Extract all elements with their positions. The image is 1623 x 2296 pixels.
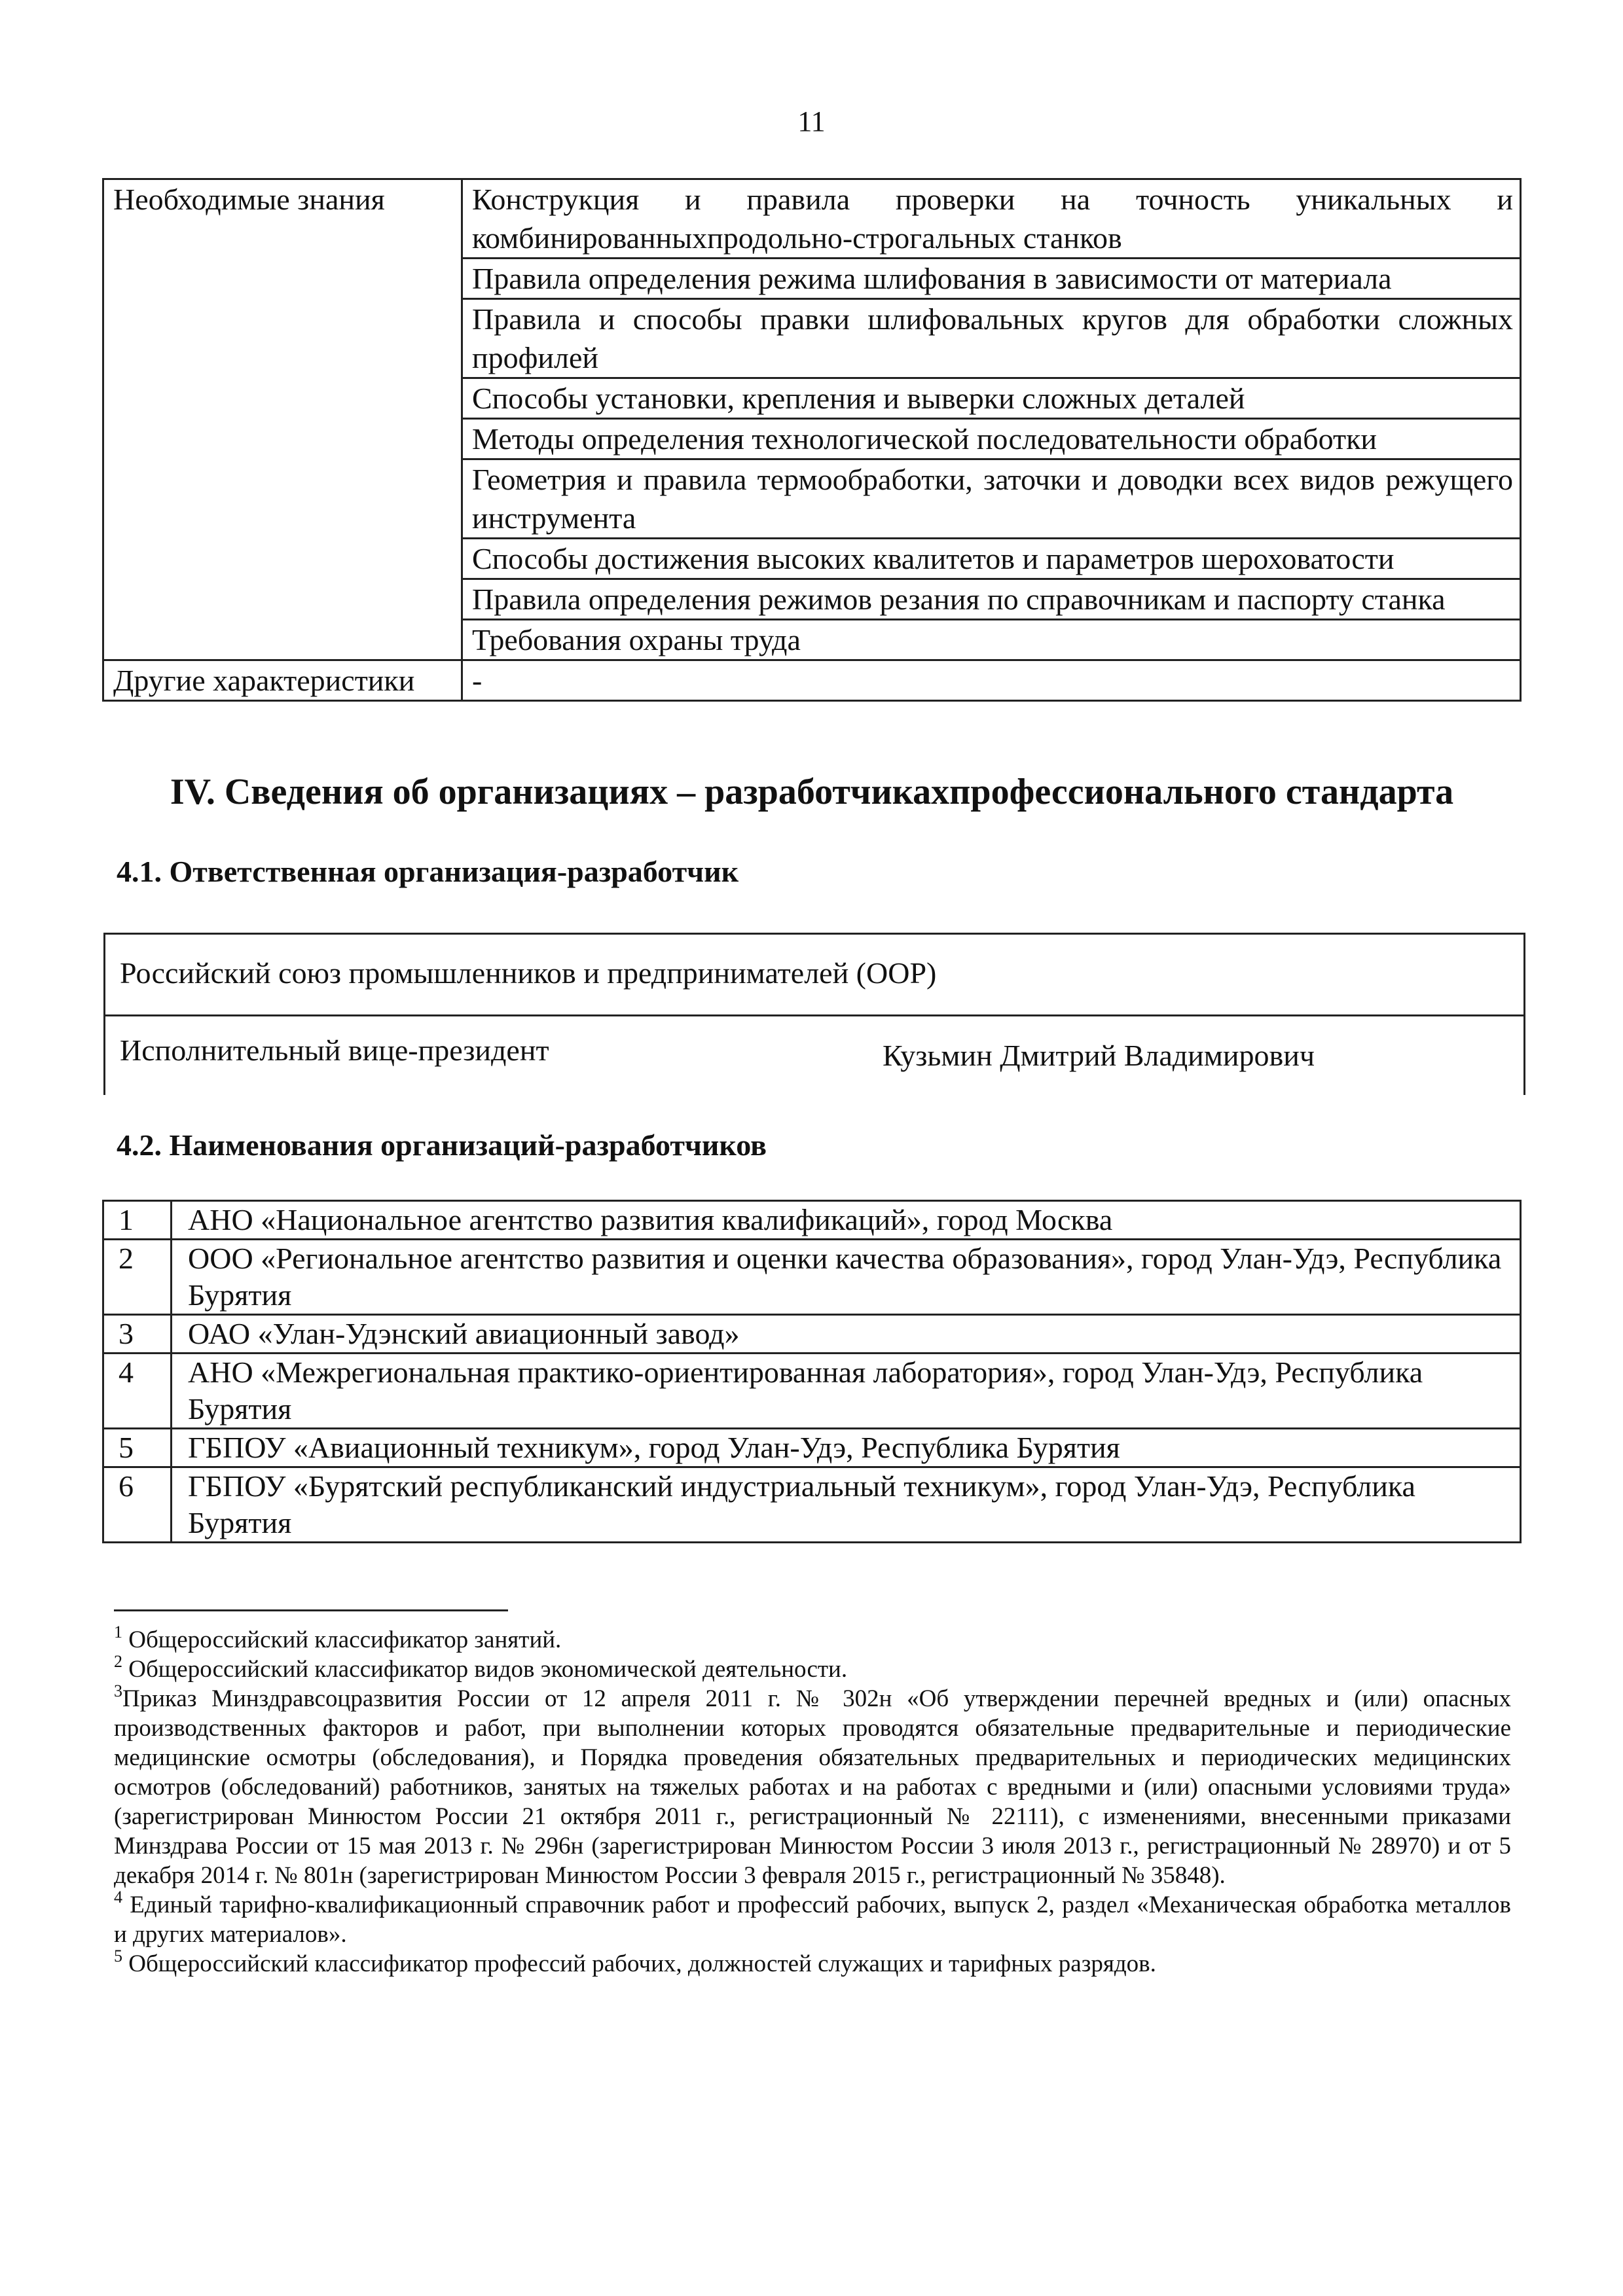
knowledge-item: Способы установки, крепления и выверки сложных деталей <box>462 378 1521 419</box>
row-number: 6 <box>103 1467 172 1543</box>
knowledge-item: Правила и способы правки шлифовальных кругов для обработки сложных профилей <box>462 299 1521 378</box>
developer-name: АНО «Межрегиональная практико-ориентированная лаборатория», город Улан-Удэ, Республика Бурятия <box>172 1354 1521 1429</box>
table-row <box>103 1354 1521 1429</box>
footnote-3 <box>114 1681 1511 1890</box>
footnote-text: Общероссийский классификатор занятий. <box>122 1626 562 1653</box>
table-row <box>103 660 1521 701</box>
developer-name: ГБПОУ «Авиационный техникум», город Улан-Удэ, Республика Бурятия <box>172 1429 1521 1467</box>
person-name: Кузьмин Дмитрий Владимирович <box>883 1039 1315 1072</box>
footnote-text: Общероссийский классификатор профессий рабочих, должностей служащих и тарифных разрядов. <box>122 1950 1156 1977</box>
page-number: 11 <box>797 105 826 137</box>
knowledge-item: Способы достижения высоких квалитетов и параметров шероховатости <box>462 539 1521 579</box>
responsible-org-box <box>103 933 1525 1095</box>
developer-name: ОАО «Улан-Удэнский авиационный завод» <box>172 1315 1521 1354</box>
knowledge-item: Конструкция и правила проверки на точность уникальных и комбинированныхпродольно-строгальных станков <box>462 179 1521 259</box>
footnotes <box>114 1622 1511 1979</box>
footnote-2 <box>114 1651 1511 1684</box>
table-row <box>103 1315 1521 1354</box>
table-row <box>103 1429 1521 1467</box>
knowledge-item: Геометрия и правила термообработки, заточки и доводки всех видов режущего инструмента <box>462 459 1521 539</box>
knowledge-item: Правила определения режимов резания по справочникам и паспорту станка <box>462 579 1521 620</box>
footnote-text: Общероссийский классификатор видов экономической деятельности. <box>122 1656 848 1683</box>
position-title: Исполнительный вице-президент <box>120 1033 549 1067</box>
other-characteristics-value: - <box>462 660 1521 701</box>
row-number: 3 <box>103 1315 172 1354</box>
knowledge-item: Методы определения технологической последовательности обработки <box>462 419 1521 459</box>
developers-table <box>102 1200 1522 1543</box>
responsible-org-name: Российский союз промышленников и предпринимателей (ООР) <box>120 956 937 990</box>
table-row <box>103 1467 1521 1543</box>
footnote-mark: 4 <box>114 1887 122 1907</box>
knowledge-label: Необходимые знания <box>103 179 462 660</box>
footnote-mark: 3 <box>114 1681 122 1700</box>
row-number: 1 <box>103 1201 172 1240</box>
developer-name: АНО «Национальное агентство развития квалификаций», город Москва <box>172 1201 1521 1240</box>
developer-name: ГБПОУ «Бурятский республиканский индустриальный техникум», город Улан-Удэ, Республика Бурятия <box>172 1467 1521 1543</box>
section-title: IV. Сведения об организациях – разработчикахпрофессионального стандарта <box>170 772 1454 812</box>
other-characteristics-label: Другие характеристики <box>103 660 462 701</box>
row-number: 5 <box>103 1429 172 1467</box>
row-number: 2 <box>103 1240 172 1315</box>
footnote-mark: 1 <box>114 1622 122 1641</box>
subsection-title-developers: 4.2. Наименования организаций-разработчиков <box>117 1128 767 1162</box>
developer-name: ООО «Региональное агентство развития и оценки качества образования», город Улан-Удэ, Республика Бурятия <box>172 1240 1521 1315</box>
footnote-5 <box>114 1946 1511 1979</box>
knowledge-item: Требования охраны труда <box>462 620 1521 660</box>
footnote-mark: 5 <box>114 1946 122 1965</box>
knowledge-item: Правила определения режима шлифования в зависимости от материала <box>462 259 1521 299</box>
footnote-mark: 2 <box>114 1651 122 1671</box>
footnote-text: Приказ Минздравсоцразвития России от 12 апреля 2011 г. № 302н «Об утверждении перечней вредных и (или) опасных производственных факторов и работ, при выполнении которых проводятся обязательные предварительные и периодические медицинские осмотры (обследования), и Порядка проведения обязательных предварительных и периодических медицинских осмотров (обследований) работников, занятых на тяжелых работах и на работах с вредными и (или) опасными условиями труда» (зарегистрирован Минюстом России 21 октября 2011 г., регистрационный № 22111), с изменениями, внесенными приказами Минздрава России от 15 мая 2013 г. № 296н (зарегистрирован Минюстом России 3 июля 2013 г., регистрационный № 28970) и от 5 декабря 2014 г. № 801н (зарегистрирован Минюстом России 3 февраля 2015 г., регистрационный № 35848). <box>114 1685 1511 1889</box>
footnote-1 <box>114 1622 1511 1655</box>
footnote-separator <box>114 1609 508 1611</box>
footnote-text: Единый тарифно-квалификационный справочник работ и профессий рабочих, выпуск 2, раздел «Механическая обработка металлов и других материалов». <box>114 1892 1511 1948</box>
table-row <box>103 1240 1521 1315</box>
table-row <box>103 179 1521 259</box>
divider <box>105 1014 1523 1016</box>
knowledge-table <box>102 178 1522 702</box>
footnote-4 <box>114 1887 1511 1949</box>
table-row <box>103 1201 1521 1240</box>
subsection-title-responsible: 4.1. Ответственная организация-разработчик <box>117 855 739 888</box>
row-number: 4 <box>103 1354 172 1429</box>
